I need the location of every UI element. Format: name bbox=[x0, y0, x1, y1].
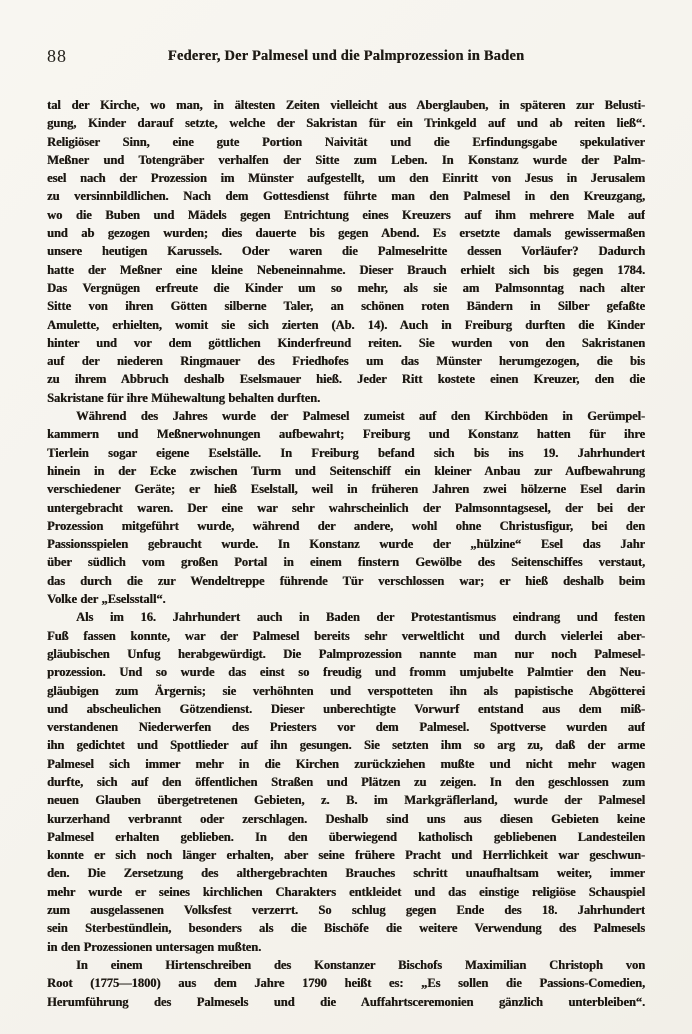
text-line: Das Vergnügen erfreute die Kinder um so mehr, als sie am Palmsonntag nach alter bbox=[47, 280, 645, 295]
running-title: Federer, Der Palmesel und die Palmprozession in Baden bbox=[167, 48, 525, 64]
text-line: Als im 16. Jahrhundert auch in Baden der Protestantismus eindrang und festen bbox=[76, 610, 645, 625]
text-line: über südlich vom großen Portal in einem finstern Gewölbe des Seitenschiffes verstaut, bbox=[47, 555, 645, 570]
text-line: verstandenen Niederwerfen des Priesters vor dem Palmesel. Spottverse wurden auf bbox=[47, 720, 645, 735]
text-line: gläubigen zum Ärgernis; sie verhöhnten und verspotteten ihn als papistische Abgötterei bbox=[47, 683, 645, 698]
text-line: auf der niederen Ringmauer des Friedhofes um das Münster herumgezogen, die bis bbox=[47, 354, 645, 369]
text-line: ihn gedichtet und Spottlieder auf ihn gesungen. Sie setzten ihm so arg zu, daß der arme bbox=[47, 738, 645, 753]
text-line: prozession. Und so wurde das einst so freudig und fromm umjubelte Palmtier den Neu- bbox=[47, 665, 645, 680]
text-line: mehr wurde er seines kirchlichen Charakters entkleidet und das einstige religiöse Schauspiel bbox=[47, 884, 645, 899]
text-line: und ab gezogen wurden; dies dauerte bis gegen Abend. Es ersetzte damals gewissermaßen bbox=[47, 226, 645, 241]
text-line: Volke der „Eselsstall“. bbox=[47, 592, 166, 607]
text-line: tal der Kirche, wo man, in ältesten Zeiten vielleicht aus Aberglauben, in späteren zur Belusti- bbox=[47, 98, 645, 112]
text-line: durfte, sich auf den öffentlichen Straßen und Plätzen zu zeigen. In den geschlossen zum bbox=[47, 774, 645, 789]
text-line: Sitte von ihren Götten silberne Taler, an schönen roten Bändern in Silber gefaßte bbox=[47, 299, 645, 314]
text-line: Sakristane für ihre Mühewaltung behalten durften. bbox=[47, 390, 321, 405]
text-line: untergebracht waren. Der eine war sehr wahrscheinlich der Palmsonntagsesel, der bei der bbox=[47, 500, 645, 515]
text-line: Palmesel sich immer mehr in die Kirchen zurückziehen mußte und nicht mehr wagen bbox=[47, 756, 645, 771]
text-line: gläubischen Unfug herabgewürdigt. Die Palmprozession nannte man nur noch Palmesel- bbox=[47, 646, 645, 661]
text-line: Passionsspielen gebraucht wurde. In Konstanz wurde der „hülzine“ Esel das Jahr bbox=[47, 537, 645, 552]
text-line: in den Prozessionen untersagen mußten. bbox=[47, 939, 262, 954]
text-line: Amulette, erhielten, womit sie sich zierten (Ab. 14). Auch in Freiburg durften die Kinder bbox=[47, 317, 645, 332]
text-line: verschiedener Geräte; er hieß Eselstall, weil in früheren Jahren zwei hölzerne Esel darin bbox=[47, 482, 645, 497]
text-line: Tierlein sogar eigene Eselställe. In Freiburg befand sich bis ins 19. Jahrhundert bbox=[47, 445, 645, 460]
text-line: In einem Hirtenschreiben des Konstanzer Bischofs Maximilian Christoph von bbox=[76, 957, 645, 972]
text-line: esel nach der Prozession im Münster aufgestellt, um den Einritt von Jesus in Jerusalem bbox=[47, 171, 645, 186]
text-line: Palmesel erhalten geblieben. In den überwiegend katholisch gebliebenen Landesteilen bbox=[47, 829, 645, 844]
text-line: neuen Glauben übergetretenen Gebieten, z. B. im Markgräflerland, wurde der Palmesel bbox=[47, 793, 645, 808]
text-line: Religiöser Sinn, eine gute Portion Naivität und die Erfindungsgabe spekulativer bbox=[47, 134, 645, 149]
text-line: Herumführung des Palmesels und die Auffahrtsceremonien gänzlich unterbleiben“. bbox=[47, 994, 645, 1009]
page-header bbox=[47, 46, 645, 70]
text-line: Meßner und Totengräber verhalfen der Sitte zum Leben. In Konstanz wurde der Palm- bbox=[47, 152, 645, 167]
text-line: hinein in der Ecke zwischen Turm und Seitenschiff ein kleiner Anbau zur Aufbewahrung bbox=[47, 463, 645, 478]
text-line: zu ihrem Abbruch deshalb Eselsmauer hieß. Jeder Ritt kostete einen Kreuzer, den die bbox=[47, 372, 645, 387]
text-line: zum ausgelassenen Volksfest verzerrt. So schlug gegen Ende des 18. Jahrhundert bbox=[47, 903, 645, 918]
text-line: kurzerhand verbrannt oder zerschlagen. Deshalb sind uns aus diesen Gebieten keine bbox=[47, 811, 645, 826]
text-line: wo die Buben und Mädels gegen Entrichtung eines Kreuzers auf ihm mehrere Male auf bbox=[47, 207, 645, 222]
text-line: sein Sterbestündlein, besonders als die Bischöfe die weitere Verwendung des Palmesels bbox=[47, 921, 645, 936]
text-line: zu versinnbildlichen. Nach dem Gottesdienst führte man den Palmesel in den Kreuzgang, bbox=[47, 189, 645, 204]
text-line: das durch die zur Wendeltreppe führende Tür verschlossen war; er hieß deshalb beim bbox=[47, 573, 645, 588]
text-body bbox=[47, 96, 645, 1011]
text-line: Während des Jahres wurde der Palmesel zumeist auf den Kirchböden in Gerümpel- bbox=[76, 409, 645, 424]
text-line: Prozession mitgeführt wurde, während der andere, wohl ohne Christusfigur, bei den bbox=[47, 518, 645, 533]
text-line: Fuß fassen konnte, war der Palmesel bereits sehr verweltlicht und durch vielerlei aber- bbox=[47, 628, 645, 643]
text-line: konnte er sich noch länger erhalten, aber seine frühere Pracht und Herrlichkeit war geschwun- bbox=[47, 848, 645, 863]
text-line: unsere heutigen Karussels. Oder waren die Palmeselritte dessen Vorläufer? Dadurch bbox=[47, 244, 645, 259]
text-line: den. Die Zersetzung des althergebrachten Brauches schritt unaufhaltsam weiter, immer bbox=[47, 866, 645, 881]
text-line: kammern und Meßnerwohnungen aufbewahrt; Freiburg und Konstanz hatten für ihre bbox=[47, 427, 645, 442]
page-number: 88 bbox=[47, 46, 67, 66]
text-line: Root (1775—1800) aus dem Jahre 1790 heißt es: „Es sollen die Passions-Comedien, bbox=[47, 976, 645, 991]
text-line: hinter und vor dem göttlichen Kinderfreund reiten. Sie wurden von den Sakristanen bbox=[47, 335, 645, 350]
text-line: und abscheulichen Götzendienst. Dieser unberechtigte Vorwurf entstand aus dem miß- bbox=[47, 701, 645, 716]
text-line: gung, Kinder darauf setzte, welche der Sakristan für ein Trinkgeld auf und ab reiten ließ“. bbox=[47, 116, 645, 131]
text-line: hatte der Meßner eine kleine Nebeneinnahme. Dieser Brauch erhielt sich bis gegen 1784. bbox=[47, 262, 645, 277]
